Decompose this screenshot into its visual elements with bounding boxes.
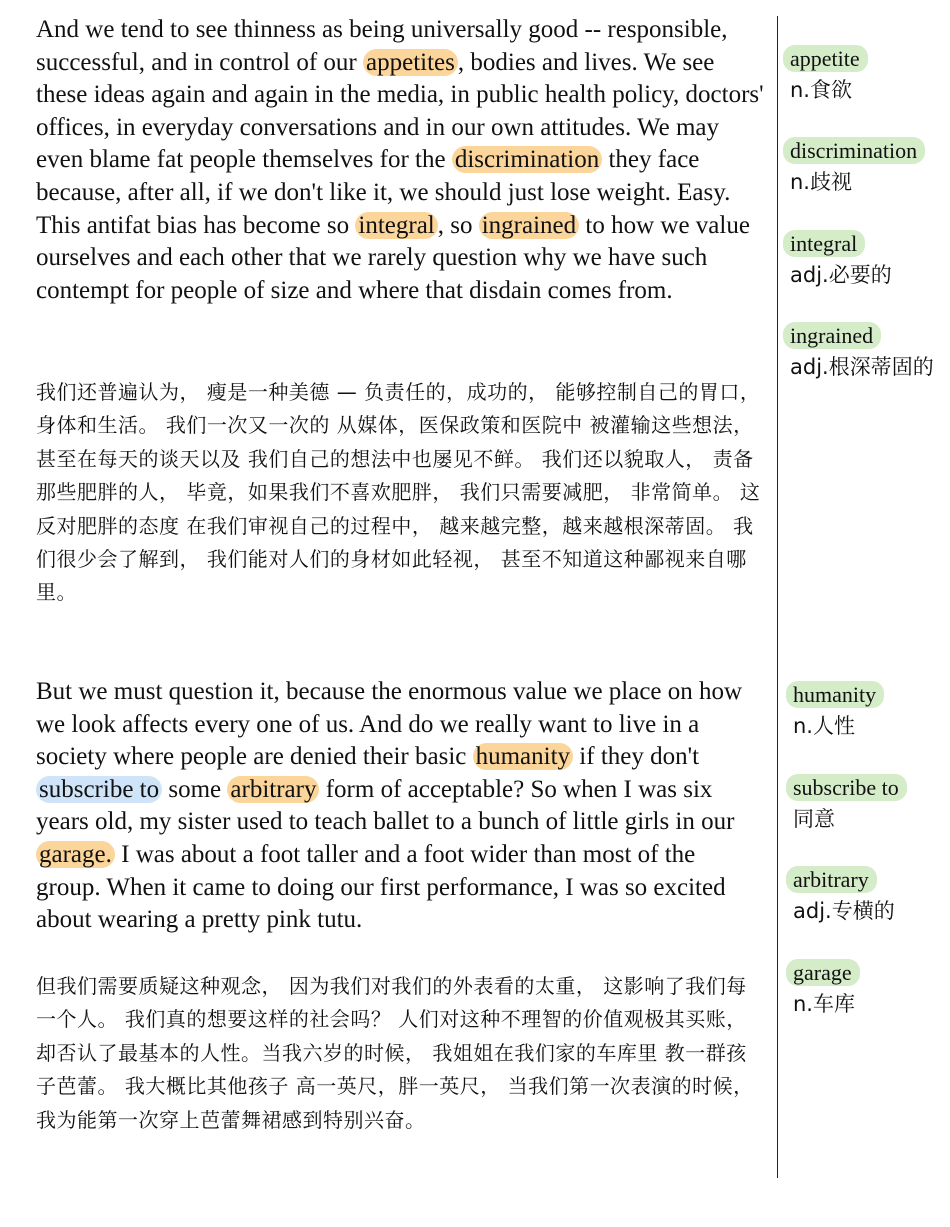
glossary-term: integral [783,230,865,257]
glossary-term: arbitrary [786,866,877,893]
glossary-definition: n.车库 [793,992,855,1016]
english-paragraph-2: But we must question it, because the enormous value we place on how we look affects every one of us. And do we really want to live in a society where people are denied their basic humanity if they don't subscribe to some arbitrary form of acceptable? So when I was six years old, my sister used to teach ballet to a bunch of little girls in our garage. I was about a foot taller and a foot wider than most of the group. When it came to doing our first performance, I was so excited about wearing a pretty pink tutu. [36,678,743,934]
glossary-term: subscribe to [786,774,907,801]
vocab-highlight-garage[interactable]: garage. [36,841,115,868]
glossary-entry[interactable] [786,959,948,1020]
glossary-definition: n.歧视 [790,170,852,194]
glossary-entry[interactable] [783,322,945,383]
glossary-term: discrimination [783,137,925,164]
glossary-term: humanity [786,681,884,708]
glossary-entry[interactable] [786,681,948,742]
vocab-highlight-appetites[interactable]: appetites [363,49,458,76]
glossary-entry[interactable] [786,774,948,835]
glossary-term: garage [786,959,860,986]
chinese-translation-1: 我们还普遍认为， 瘦是一种美德 — 负责任的，成功的， 能够控制自己的胃口，身体和生活。 我们一次又一次的 从媒体，医保政策和医院中 被灌输这些想法， 甚至在每天的谈天以及 我们自己的想法中也屡见不鲜。 我们还以貌取人， 责备那些肥胖的人， 毕竟，如果我们不喜欢肥胖， 我们只需要减肥， 非常简单。 这反对肥胖的态度 在我们审视自己的过程中， 越来越完整，越来越根深蒂固。 我们很少会了解到， 我们能对人们的身材如此轻视， 甚至不知道这种鄙视来自哪里。 [36,380,761,605]
glossary-definition: n.食欲 [790,78,852,102]
vocab-highlight-arbitrary[interactable]: arbitrary [227,776,319,803]
glossary-entry[interactable] [783,230,945,291]
glossary-definition: 同意 [793,807,835,831]
vocab-highlight-integral[interactable]: integral [355,212,437,239]
glossary-definition: adj.专横的 [793,899,895,923]
glossary-definition: adj.根深蒂固的 [790,355,934,379]
vocab-highlight-ingrained[interactable]: ingrained [479,212,579,239]
chinese-translation-2: 但我们需要质疑这种观念， 因为我们对我们的外表看的太重， 这影响了我们每一个人。 我们真的想要这样的社会吗？ 人们对这种不理智的价值观极其买账， 却否认了最基本的人性。当我六岁的时候， 我姐姐在我们家的车库里 教一群孩子芭蕾。 我大概比其他孩子 高一英尺，胖一英尺， 当我们第一次表演的时候， 我为能第一次穿上芭蕾舞裙感到特别兴奋。 [36,974,754,1132]
vocab-highlight-discrimination[interactable]: discrimination [452,146,602,173]
glossary-definition: n.人性 [793,714,855,738]
glossary-definition: adj.必要的 [790,263,892,287]
glossary-term: appetite [783,45,868,72]
glossary-entry[interactable] [783,137,945,198]
phrase-highlight-subscribe-to[interactable]: subscribe to [36,776,162,803]
vocab-highlight-humanity[interactable]: humanity [473,743,573,770]
glossary-entry[interactable] [783,45,945,106]
english-paragraph-1: And we tend to see thinness as being universally good -- responsible, successful, and in control of our appetites , bodies and lives. We see these ideas again and again in the media, in public health policy, doctors' offices, in everyday conversations and in our own attitudes. We may even blame fat people themselves for the discrimination they face because, after all, if we don't like it, we should just lose weight. Easy. This antifat bias has become so integral , so ingrained to how we value ourselves and each other that we rarely question why we have such contempt for people of size and where that disdain comes from. [36,16,764,304]
glossary-entry[interactable] [786,866,948,927]
column-divider [777,16,778,1178]
glossary-term: ingrained [783,322,881,349]
